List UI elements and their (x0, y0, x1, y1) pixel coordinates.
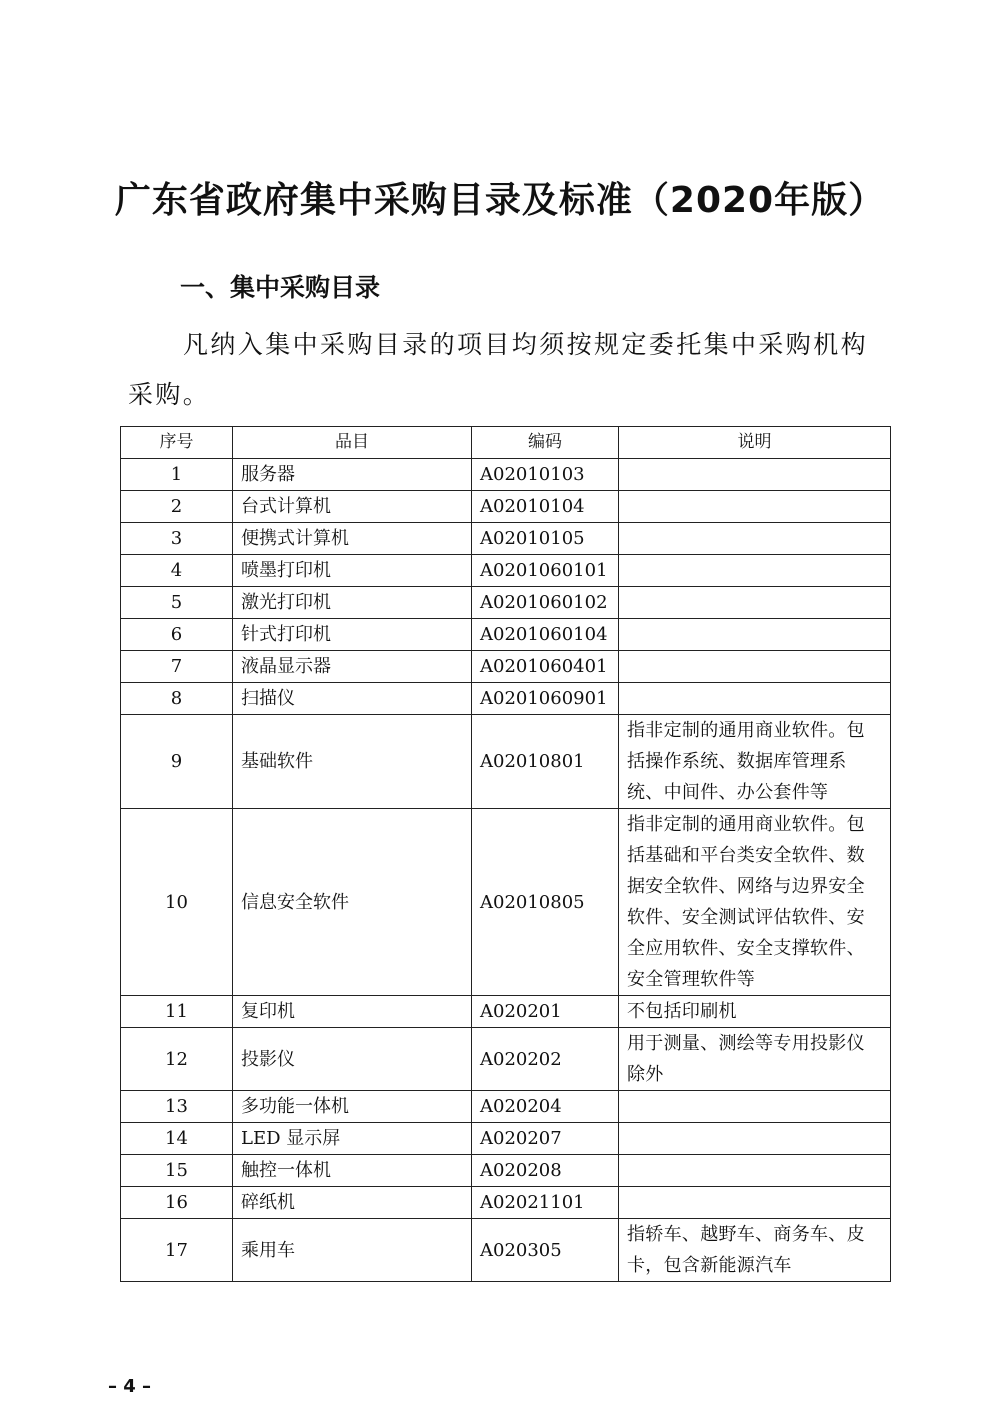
row-number: 5 (121, 587, 233, 619)
row-code: A020208 (472, 1155, 619, 1187)
row-item: 碎纸机 (233, 1187, 472, 1219)
row-code: A020204 (472, 1091, 619, 1123)
table-row (121, 683, 891, 715)
row-note: 指轿车、越野车、商务车、皮卡，包含新能源汽车 (619, 1219, 891, 1282)
table-row (121, 1219, 891, 1282)
row-code: A02010801 (472, 715, 619, 809)
row-code: A0201060401 (472, 651, 619, 683)
row-code: A02010104 (472, 491, 619, 523)
row-code: A0201060901 (472, 683, 619, 715)
table-row (121, 1155, 891, 1187)
row-item: 信息安全软件 (233, 809, 472, 996)
row-note (619, 683, 891, 715)
procurement-catalog-table (120, 426, 891, 1282)
row-note (619, 523, 891, 555)
row-code: A02010103 (472, 459, 619, 491)
row-item: 投影仪 (233, 1028, 472, 1091)
table-row (121, 1187, 891, 1219)
header-code: 编码 (472, 427, 619, 459)
row-code: A02021101 (472, 1187, 619, 1219)
row-number: 3 (121, 523, 233, 555)
table-row (121, 459, 891, 491)
row-number: 1 (121, 459, 233, 491)
row-number: 12 (121, 1028, 233, 1091)
row-code: A020207 (472, 1123, 619, 1155)
document-title: 广东省政府集中采购目录及标准（2020年版） (114, 180, 886, 221)
row-note: 不包括印刷机 (619, 996, 891, 1028)
row-number: 11 (121, 996, 233, 1028)
header-item: 品目 (233, 427, 472, 459)
row-note (619, 1155, 891, 1187)
row-code: A0201060102 (472, 587, 619, 619)
table-row (121, 619, 891, 651)
row-note: 指非定制的通用商业软件。包括操作系统、数据库管理系统、中间件、办公套件等 (619, 715, 891, 809)
table-header-row (121, 427, 891, 459)
table-row (121, 587, 891, 619)
table-body (121, 459, 891, 1282)
table-row (121, 1028, 891, 1091)
row-item: 多功能一体机 (233, 1091, 472, 1123)
row-code: A02010805 (472, 809, 619, 996)
row-number: 17 (121, 1219, 233, 1282)
row-code: A020202 (472, 1028, 619, 1091)
row-number: 2 (121, 491, 233, 523)
page-number: – 4 – (108, 1376, 152, 1397)
row-code: A020305 (472, 1219, 619, 1282)
row-number: 16 (121, 1187, 233, 1219)
row-number: 4 (121, 555, 233, 587)
row-number: 14 (121, 1123, 233, 1155)
row-number: 6 (121, 619, 233, 651)
row-item: 扫描仪 (233, 683, 472, 715)
row-note: 用于测量、测绘等专用投影仪除外 (619, 1028, 891, 1091)
row-item: 复印机 (233, 996, 472, 1028)
table-row (121, 651, 891, 683)
row-number: 15 (121, 1155, 233, 1187)
row-number: 13 (121, 1091, 233, 1123)
table-row (121, 996, 891, 1028)
table-row (121, 715, 891, 809)
header-number: 序号 (121, 427, 233, 459)
table-row (121, 1091, 891, 1123)
row-item: 基础软件 (233, 715, 472, 809)
row-item: 喷墨打印机 (233, 555, 472, 587)
table-row (121, 555, 891, 587)
header-note: 说明 (619, 427, 891, 459)
row-item: 液晶显示器 (233, 651, 472, 683)
row-number: 8 (121, 683, 233, 715)
section-heading: 一、集中采购目录 (180, 273, 381, 302)
row-code: A0201060104 (472, 619, 619, 651)
row-number: 9 (121, 715, 233, 809)
row-item: LED 显示屏 (233, 1123, 472, 1155)
row-note (619, 459, 891, 491)
row-item: 触控一体机 (233, 1155, 472, 1187)
row-code: A0201060101 (472, 555, 619, 587)
row-code: A020201 (472, 996, 619, 1028)
row-note (619, 587, 891, 619)
row-item: 便携式计算机 (233, 523, 472, 555)
intro-paragraph: 凡纳入集中采购目录的项目均须按规定委托集中采购机构采购。 (128, 330, 869, 409)
row-code: A02010105 (472, 523, 619, 555)
row-number: 7 (121, 651, 233, 683)
row-number: 10 (121, 809, 233, 996)
row-item: 针式打印机 (233, 619, 472, 651)
row-item: 台式计算机 (233, 491, 472, 523)
row-note (619, 1123, 891, 1155)
row-note (619, 1187, 891, 1219)
row-item: 乘用车 (233, 1219, 472, 1282)
row-note (619, 555, 891, 587)
table-row (121, 523, 891, 555)
row-note: 指非定制的通用商业软件。包括基础和平台类安全软件、数据安全软件、网络与边界安全软件、安全测试评估软件、安全应用软件、安全支撑软件、安全管理软件等 (619, 809, 891, 996)
table-row (121, 1123, 891, 1155)
row-item: 服务器 (233, 459, 472, 491)
table-row (121, 809, 891, 996)
table-row (121, 491, 891, 523)
row-item: 激光打印机 (233, 587, 472, 619)
row-note (619, 651, 891, 683)
row-note (619, 1091, 891, 1123)
row-note (619, 619, 891, 651)
row-note (619, 491, 891, 523)
